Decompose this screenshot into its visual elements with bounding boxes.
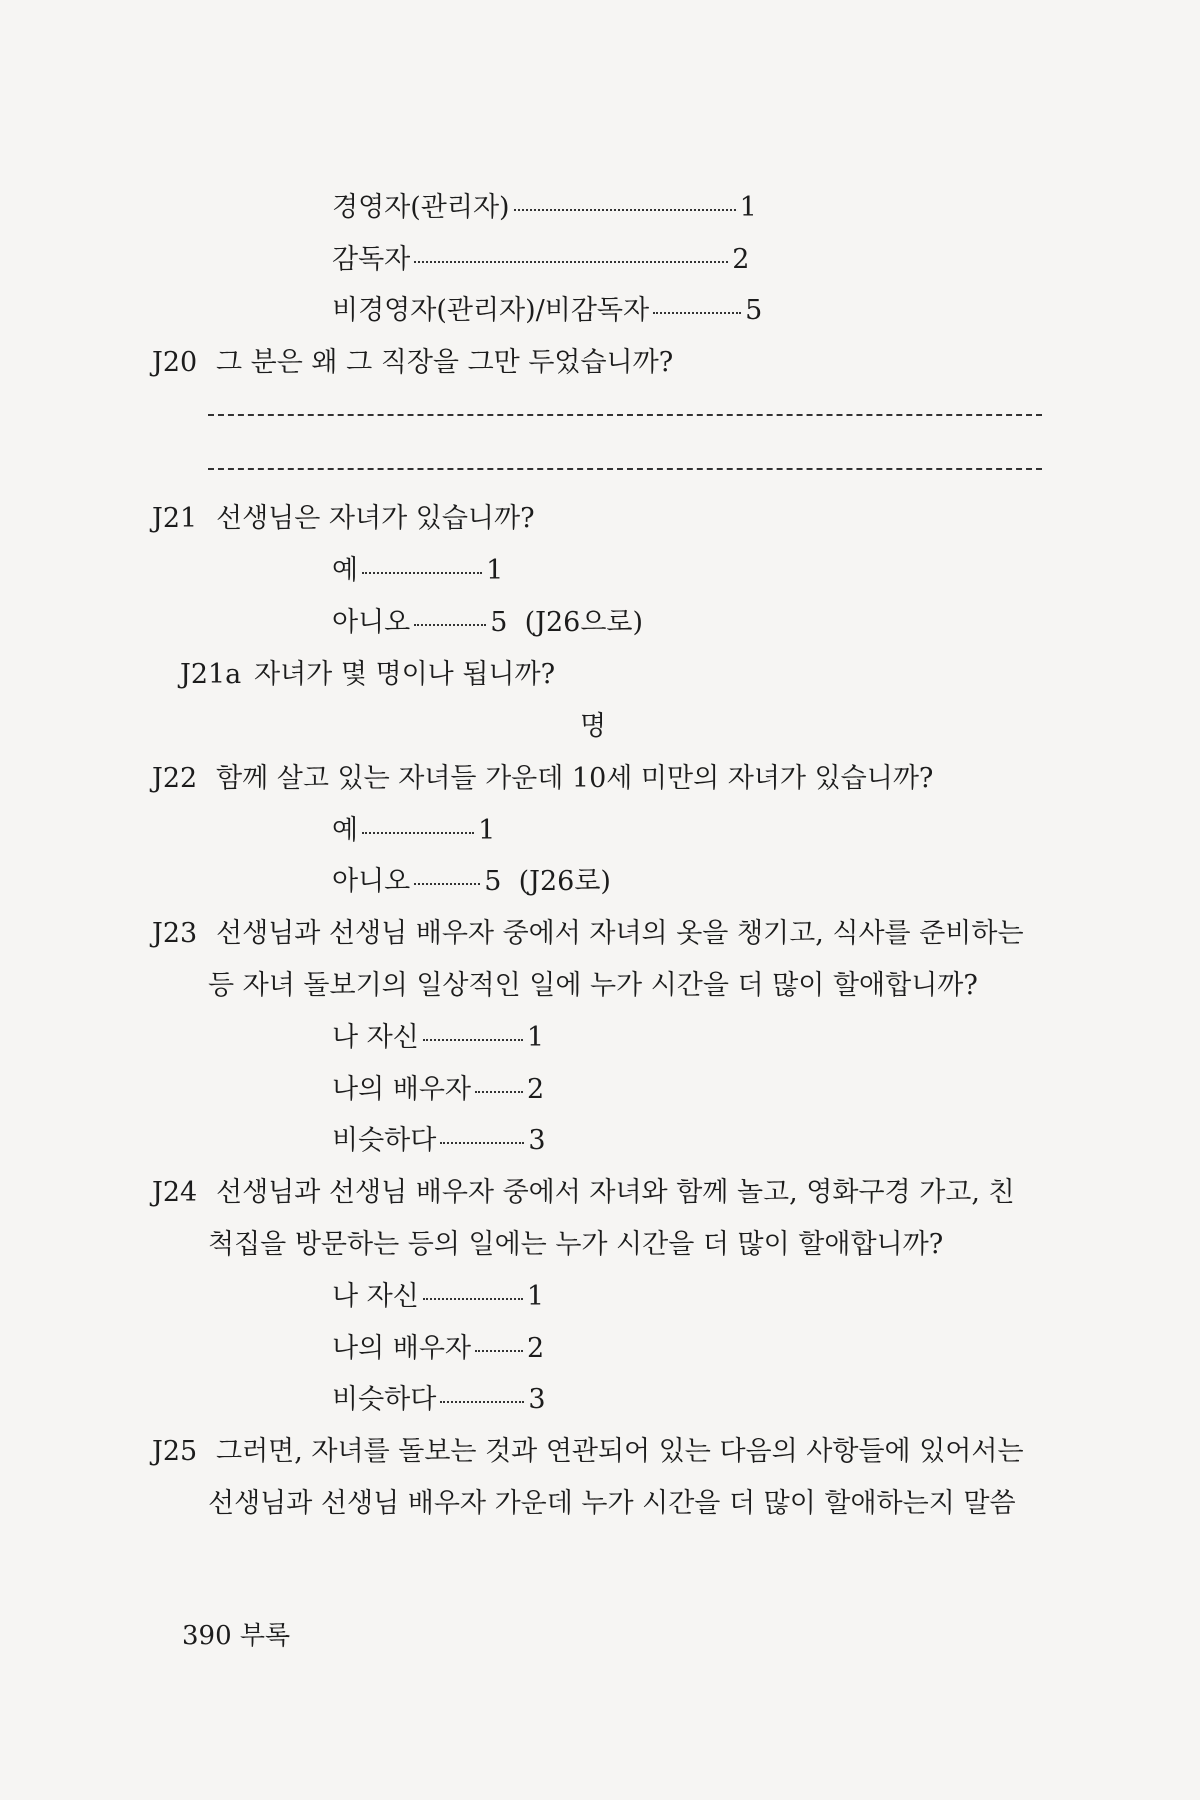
question-j25-continued [208, 1484, 1016, 1524]
j19-option-1 [332, 188, 757, 228]
question-text-line-2: 등 자녀 돌보기의 일상적인 일에 누가 시간을 더 많이 할애합니까? [208, 970, 978, 1001]
leader-dots [423, 1298, 523, 1300]
leader-dots [653, 312, 741, 314]
question-j25 [152, 1432, 1024, 1472]
question-j23 [152, 914, 1024, 954]
option-label: 비경영자(관리자)/비감독자 [332, 295, 650, 326]
question-number: J21 [152, 503, 198, 534]
leader-dots [362, 572, 482, 574]
question-j20 [152, 343, 673, 383]
question-text-line-1: 그러면, 자녀를 돌보는 것과 연관되어 있는 다음의 사항들에 있어서는 [216, 1436, 1024, 1467]
option-label: 비슷하다 [332, 1125, 437, 1156]
question-number: J20 [152, 347, 198, 378]
skip-note: (J26로) [518, 866, 611, 897]
question-text-line-2: 선생님과 선생님 배우자 가운데 누가 시간을 더 많이 할애하는지 말씀 [208, 1488, 1016, 1519]
leader-dots [475, 1091, 523, 1093]
question-number: J25 [152, 1436, 198, 1467]
option-label: 예 [332, 815, 359, 846]
question-text-line-1: 선생님과 선생님 배우자 중에서 자녀와 함께 놀고, 영화구경 가고, 친 [216, 1177, 1015, 1208]
option-code: 2 [732, 244, 750, 275]
leader-dots [440, 1401, 524, 1403]
leader-dots [362, 832, 474, 834]
j23-option-3 [332, 1121, 546, 1161]
option-label: 감독자 [332, 244, 411, 275]
option-code: 1 [486, 555, 504, 586]
j24-option-1 [332, 1277, 544, 1317]
skip-note: (J26으로) [524, 607, 644, 638]
leader-dots [414, 883, 480, 885]
j21-option-yes [332, 551, 503, 591]
option-code: 2 [527, 1333, 545, 1364]
section-label: 부록 [239, 1621, 291, 1651]
option-label: 아니오 [332, 607, 411, 638]
question-j24-continued [208, 1225, 943, 1265]
question-text: 함께 살고 있는 자녀들 가운데 10세 미만의 자녀가 있습니까? [216, 763, 934, 794]
question-text: 자녀가 몇 명이나 됩니까? [254, 659, 556, 690]
option-code: 5 [745, 295, 763, 326]
option-code: 1 [478, 815, 496, 846]
count-unit [580, 707, 606, 747]
leader-dots [514, 209, 736, 211]
question-j23-continued [208, 966, 978, 1006]
j23-option-1 [332, 1018, 544, 1058]
question-text: 선생님은 자녀가 있습니까? [216, 503, 535, 534]
option-code: 2 [527, 1074, 545, 1105]
j19-option-2 [332, 240, 749, 280]
question-number: J21a [180, 659, 242, 690]
question-text-line-1: 선생님과 선생님 배우자 중에서 자녀의 옷을 챙기고, 식사를 준비하는 [216, 918, 1024, 949]
option-code: 1 [526, 1022, 545, 1053]
leader-dots [475, 1350, 523, 1352]
page-footer [182, 1616, 290, 1656]
question-j21a [180, 655, 555, 695]
option-label: 예 [332, 555, 359, 586]
leader-dots [440, 1142, 524, 1144]
question-j22 [152, 759, 933, 799]
leader-dots [414, 624, 486, 626]
option-code: 1 [739, 192, 757, 223]
option-label: 아니오 [332, 866, 411, 897]
j21-option-no [332, 603, 643, 643]
j22-option-no [332, 862, 611, 902]
leader-dots [414, 261, 728, 263]
leader-dots [423, 1039, 523, 1041]
j22-option-yes [332, 811, 495, 851]
j24-option-2 [332, 1329, 544, 1369]
j24-option-3 [332, 1380, 546, 1420]
option-label: 나의 배우자 [332, 1074, 471, 1105]
question-text: 그 분은 왜 그 직장을 그만 두었습니까? [216, 347, 674, 378]
option-label: 나 자신 [332, 1281, 419, 1312]
question-text-line-2: 척집을 방문하는 등의 일에는 누가 시간을 더 많이 할애합니까? [208, 1229, 944, 1260]
page-number: 390 [182, 1621, 232, 1651]
option-label: 나 자신 [332, 1022, 419, 1053]
answer-line-1[interactable] [208, 414, 1042, 416]
j23-option-2 [332, 1070, 544, 1110]
question-number: J24 [152, 1177, 198, 1208]
j19-option-3 [332, 291, 762, 331]
option-code: 5 [490, 607, 508, 638]
option-label: 비슷하다 [332, 1384, 437, 1415]
option-code: 1 [526, 1281, 545, 1312]
option-label: 나의 배우자 [332, 1333, 471, 1364]
question-number: J22 [152, 763, 198, 794]
unit-label: 명 [580, 711, 607, 742]
question-j21 [152, 499, 535, 539]
option-code: 3 [528, 1125, 546, 1156]
option-code: 5 [484, 866, 502, 897]
question-j24 [152, 1173, 1015, 1213]
option-code: 3 [528, 1384, 546, 1415]
option-label: 경영자(관리자) [332, 192, 510, 223]
question-number: J23 [152, 918, 198, 949]
answer-line-2[interactable] [208, 468, 1042, 470]
